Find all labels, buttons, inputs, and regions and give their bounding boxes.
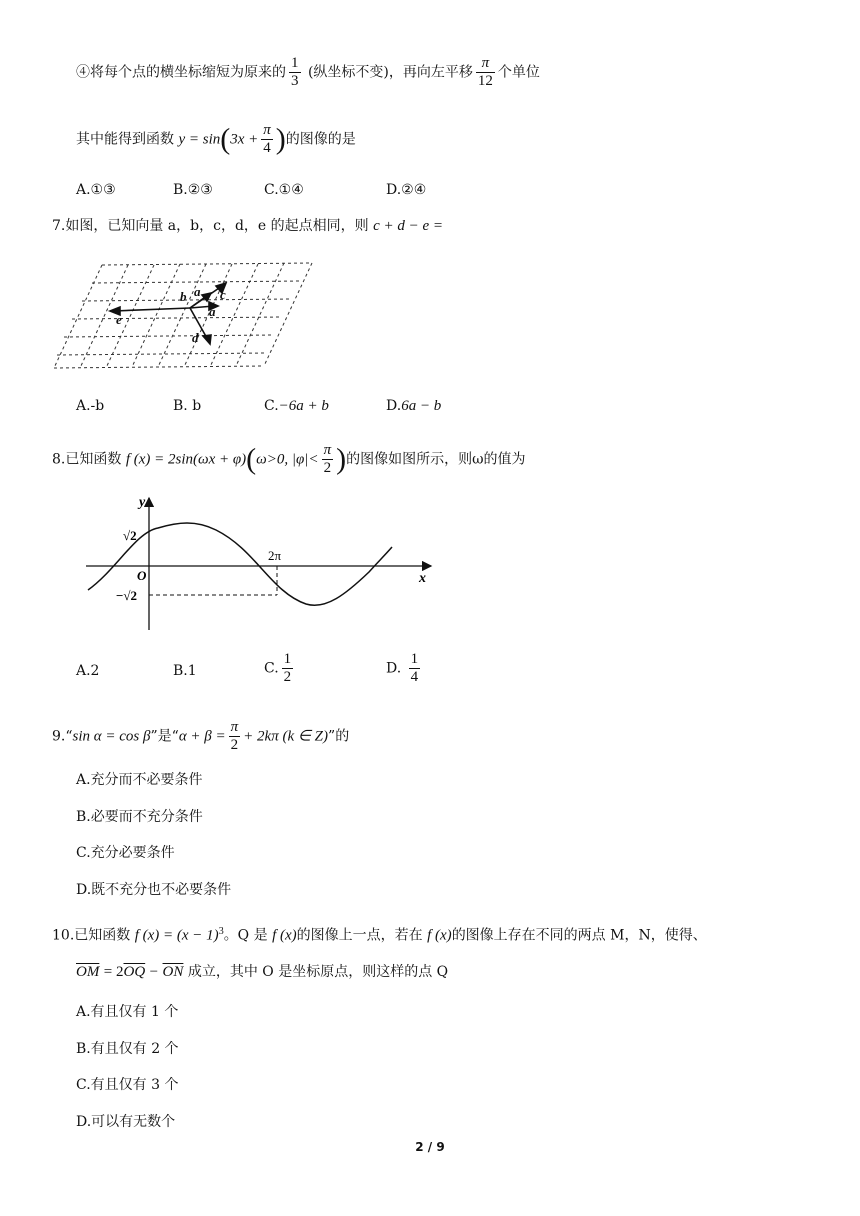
denominator: 12	[477, 73, 493, 89]
x-tick-2pi: 2π	[268, 548, 282, 563]
vector-label-c: c	[220, 287, 226, 302]
q8-option-d-fraction	[409, 651, 421, 686]
q9-stem-mid: ”是“	[150, 728, 179, 745]
q10-stem-text-e: 成立，其中 O 是坐标原点，则这样的点 Q	[187, 964, 449, 980]
numerator: π	[323, 442, 332, 458]
q8-option-d[interactable]	[386, 651, 423, 686]
q9-condition-2a: α + β =	[178, 728, 226, 745]
q10-stem	[52, 922, 707, 946]
q8-option-a[interactable]: A.2	[76, 663, 100, 679]
numerator: 1	[291, 55, 299, 71]
q6-question-text-b: 的图像的是	[285, 131, 356, 148]
q9-stem-end: ”的	[328, 728, 350, 745]
q9-option-a[interactable]: A.充分而不必要条件	[76, 772, 203, 788]
q7-option-a[interactable]: A.-b	[76, 398, 105, 414]
origin-label: O	[137, 568, 147, 583]
y-tick-neg-sqrt2: −√2	[116, 588, 138, 603]
q10-option-b[interactable]: B.有且仅有 2 个	[76, 1041, 179, 1057]
x-axis-label: x	[419, 571, 426, 586]
q6-item4-fraction2	[476, 55, 495, 90]
q7-option-c-math: −6a + b	[278, 398, 329, 414]
q10-stem-text-a: 10.已知函数	[52, 927, 131, 944]
q6-question	[76, 122, 356, 157]
q6-function-lhs: y = sin	[178, 131, 221, 148]
q6-option-b[interactable]: B.②③	[173, 182, 213, 198]
q6-function-arg: 3x +	[230, 131, 259, 148]
q9-option-b[interactable]: B.必要而不充分条件	[76, 809, 203, 825]
vector-on: $\overline{ON}$	[162, 964, 184, 980]
q10-stem-text-b: 。Q 是	[223, 927, 268, 944]
q10-option-a[interactable]: A.有且仅有 1 个	[76, 1004, 179, 1020]
denominator: 2	[283, 669, 292, 685]
q8-option-c-label: C.	[264, 660, 279, 677]
q9-condition-fraction	[229, 719, 241, 754]
q10-minus: −	[149, 964, 159, 980]
q7-option-c-label: C.	[264, 398, 279, 414]
q7-option-b[interactable]: B. b	[173, 398, 202, 414]
q7-option-d-label: D.	[386, 398, 402, 414]
q6-item4-fraction	[289, 55, 301, 90]
right-paren: )	[336, 442, 347, 476]
grid-lines	[54, 263, 312, 368]
page-number: 2 / 9	[415, 1140, 445, 1154]
q10-fx-1: f (x)	[272, 927, 297, 944]
numerator: π	[230, 719, 239, 735]
q6-question-text-a: 其中能得到函数	[76, 131, 174, 148]
q10-stem-text-c: 的图像上一点，若在	[296, 927, 423, 944]
q9-stem	[52, 719, 349, 754]
numerator: 1	[283, 651, 292, 667]
left-paren: (	[220, 122, 231, 156]
q10-option-c[interactable]: C.有且仅有 3 个	[76, 1077, 179, 1093]
q8-condition-fraction	[322, 442, 334, 477]
denominator: 2	[323, 460, 332, 476]
q10-function: f (x) = (x − 1)	[134, 927, 219, 944]
vector-label-a: a	[209, 304, 216, 319]
q10-function-exponent: 3	[218, 926, 224, 937]
left-paren: (	[246, 442, 257, 476]
q8-option-b[interactable]: B.1	[173, 663, 197, 679]
numerator: π	[263, 122, 271, 138]
q6-option-a[interactable]: A.①③	[76, 182, 116, 198]
q8-function: f (x) = 2sin(ωx + φ)	[125, 451, 247, 468]
q6-item4-text-c: 个单位	[497, 64, 540, 81]
q9-condition-2b: + 2kπ (k ∈ Z)	[243, 728, 329, 745]
denominator: 4	[410, 669, 419, 685]
q10-stem-line2	[76, 962, 448, 982]
q6-function-fraction	[261, 122, 273, 157]
q6-option-c[interactable]: C.①④	[264, 182, 304, 198]
q7-stem	[52, 216, 443, 236]
q10-equals: = 2	[103, 964, 124, 980]
q6-item4	[76, 55, 540, 90]
q9-quote-open: 9.“	[52, 728, 73, 745]
vector-label-a-upper: a	[194, 284, 201, 299]
q7-option-d[interactable]	[386, 396, 441, 416]
q7-stem-text: 7.如图，已知向量 a，b，c，d，e 的起点相同，则	[52, 218, 369, 234]
vector-label-e: e	[116, 312, 122, 327]
q8-stem-text-b: 的图像如图所示，则ω的值为	[346, 451, 526, 468]
right-paren: )	[275, 122, 286, 156]
y-tick-sqrt2: √2	[123, 528, 137, 543]
q10-option-d[interactable]: D.可以有无数个	[76, 1114, 176, 1130]
vector-oq: $\overline{OQ}$	[123, 964, 146, 980]
q10-fx-2: f (x)	[427, 927, 452, 944]
denominator: 2	[230, 737, 239, 753]
q8-sine-graph	[86, 492, 436, 634]
q8-option-c-fraction	[282, 651, 294, 686]
q7-vector-grid-figure	[52, 258, 317, 373]
q6-option-d[interactable]: D.②④	[386, 182, 427, 198]
q8-condition: ω>0, |φ|<	[256, 451, 319, 468]
vector-label-d: d	[192, 330, 199, 345]
q8-stem-text-a: 8.已知函数	[52, 451, 122, 468]
vector-om: $\overline{OM}$	[76, 964, 100, 980]
q6-item4-text-a: ④将每个点的横坐标缩短为原来的	[76, 64, 286, 81]
denominator: 3	[291, 73, 299, 89]
q6-item4-text-b: (纵坐标不变)，再向左平移	[307, 64, 473, 81]
q7-option-c[interactable]	[264, 396, 329, 416]
q9-condition-1: sin α = cos β	[72, 728, 151, 745]
numerator: π	[476, 55, 495, 73]
q8-option-d-label: D.	[386, 660, 402, 677]
numerator: 1	[410, 651, 419, 667]
q8-option-c[interactable]	[264, 651, 296, 686]
y-axis-label: y	[139, 495, 146, 510]
q7-option-d-math: 6a − b	[401, 398, 442, 414]
q9-option-d[interactable]: D.既不充分也不必要条件	[76, 882, 232, 898]
vector-label-b: b	[180, 289, 187, 304]
denominator: 4	[263, 140, 271, 156]
q8-stem	[52, 442, 526, 477]
q9-option-c[interactable]: C.充分必要条件	[76, 845, 175, 861]
q7-expression: c + d − e =	[373, 218, 444, 234]
q10-stem-text-d: 的图像上存在不同的两点 M，N，使得、	[451, 927, 707, 944]
